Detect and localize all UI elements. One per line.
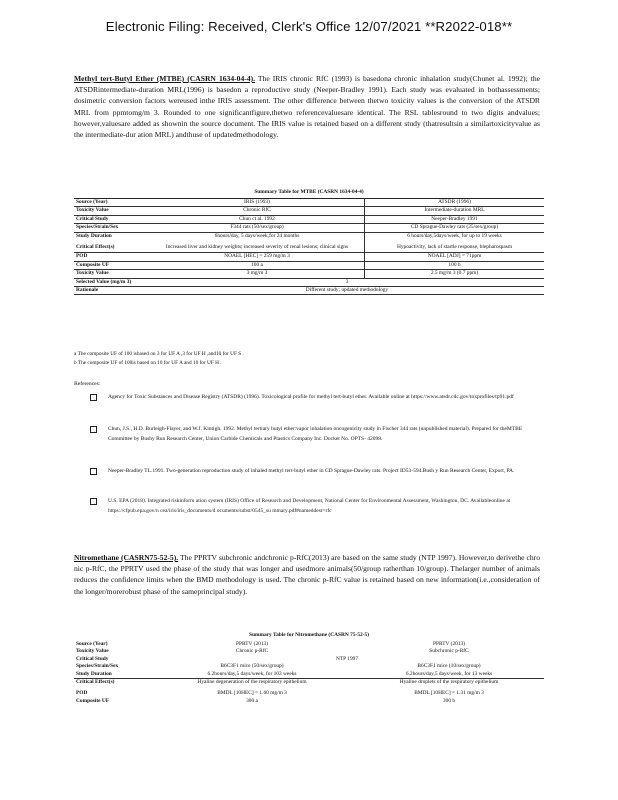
iris-source: IRIS (1993)	[150, 199, 365, 207]
reference-item	[90, 424, 526, 445]
nitromethane-heading: Nitromethane (CASRN75-52-5).	[74, 553, 179, 562]
subchronic-toxicity-value: Subchronic p-RfC	[429, 648, 469, 655]
reference-item	[90, 466, 526, 476]
critical-study: NTP 1997	[335, 655, 359, 662]
reference-item	[90, 392, 526, 402]
mtbe-paragraph	[74, 73, 540, 140]
chronic-composite-uf: 300 a	[246, 697, 258, 704]
label-toxicity-value-2: Toxicity Value	[74, 270, 150, 278]
chronic-source: PPRTV (2013)	[235, 641, 269, 647]
bullet-icon	[90, 426, 97, 433]
atsdr-toxicity-value-2: 2.5 mg/m 3 (0.7 ppm)	[365, 270, 545, 278]
subchronic-pod: BMDL [10HEC] = 1.31 mg/m 3	[414, 690, 484, 697]
nitromethane-summary-table	[74, 641, 544, 705]
iris-toxicity-value-2: 3 mg/m 3	[150, 270, 365, 278]
label-duration: Study Duration	[76, 232, 112, 239]
reference-item	[90, 496, 526, 517]
mtbe-table-title: Summary Table for MTBE (CASRN 1634-04-4)	[254, 189, 364, 195]
chronic-critical-effects: Hyaline degeneration of the respiratory epithelium	[197, 679, 307, 686]
atsdr-toxicity-value: Intermediate-duration MRL	[365, 207, 545, 215]
bullet-icon	[90, 394, 97, 401]
mtbe-heading: Methyl tert-Butyl Ether (MTBE) (CASRN 1634-04-4).	[74, 74, 256, 83]
mtbe-summary-table	[74, 198, 544, 295]
iris-composite-uf: 100 a	[150, 261, 365, 269]
chronic-species: B6C3F1 mice (50/sex/group)	[220, 663, 284, 670]
label-critical-study: Critical Study	[74, 215, 150, 223]
reference-text: Neeper-Bradley TL.1991. Two-generation reproduction study of inhaled methyl tert-butyl ether in CD Sprague-Dawley rats. Project ID53-594.Bush y Run Research Center, Export, PA.	[108, 468, 515, 474]
label-pod: POD	[74, 253, 150, 261]
label-toxicity-value: Toxicity Value	[76, 648, 109, 655]
iris-critical-effects: Increased liver and kidney weights; increased severity of renal lesions; clinical signs	[150, 240, 365, 253]
bullet-icon	[90, 468, 97, 475]
label-critical-study: Critical Study	[76, 655, 109, 662]
chronic-toxicity-value: Chronic p-RfC	[235, 648, 269, 655]
iris-toxicity-value: Chronic RfC	[150, 207, 365, 215]
nitromethane-text: The PPRTV subchronic andchronic p-RfC(2013) are based on the same study (NTP 1997). However,to derivethe chro nic p-RfC, the PPRTV used the phase of the study that was longer and usedmore animals(50/group ratherthan 10/group). Thelarger number of animals reduces the confidence limits when the BMD methodology is used. The chronic p-RfC value is retained based on new information(i.e.,consideration of the longer/morerobust phase of the sameprincipal study).	[74, 553, 540, 596]
atsdr-species: CD Sprague-Dawley rats (25/sex/group)	[365, 224, 545, 232]
iris-pod: NOAEL [HEC] = 259 mg/m 3	[150, 253, 365, 261]
bullet-icon	[90, 498, 97, 505]
label-composite-uf: Composite UF	[74, 261, 150, 269]
mtbe-footnote-a: a The composite UF of 100 isbased on 3 for UF A ,3 for UF H ,and10 for UF S .	[74, 351, 244, 357]
atsdr-pod: NOAEL [ADJ] = 71ppm	[365, 253, 545, 261]
nitromethane-table-title: Summary Table for Nitromethane (CASRN 75-52-5)	[248, 632, 370, 638]
reference-text: U.S. EPA (2018). Integrated riskinform ation system (IRIS) Office of Research and Development, National Center for Environmental Assessment, Washington, DC. Availableonline at https://cfpub.epa.gov/n cea/iris/iris_documents/d ocuments/subst/0545_su mmary.pdf#nameddest=rfc	[108, 498, 511, 515]
atsdr-critical-effects: Hypoactivity, lack of startle response, blepharospasm	[365, 240, 545, 253]
iris-duration: 6hours/day, 5 days/week,for 24 months	[150, 232, 365, 240]
label-source: Source (Year)	[74, 199, 150, 207]
rationale: Different study; updated methodology	[150, 287, 544, 295]
iris-species: F344 rats (50/sex/group)	[150, 224, 365, 232]
iris-critical-study: Chun ct al. 1992	[150, 215, 365, 223]
atsdr-duration: 6 hours/day,5days/week, for up to 19 weeks	[407, 232, 502, 239]
subchronic-critical-effects: Hyaline droplets of the respiratory epithelium	[399, 679, 499, 686]
label-species: Species/Strain/Sex	[76, 663, 119, 670]
label-rationale: Rationale	[74, 287, 150, 295]
reference-text: Agency for Toxic Substances and Disease Registry (ATSDR) (1996). Toxicological profile for methyl tert-butyl ether. Available online at https://www.atsdr.cdc.gov/toxprofiles/tp91.pdf	[108, 394, 514, 400]
atsdr-composite-uf: 100 b	[365, 261, 545, 269]
subchronic-source: PPRTV (2013)	[432, 641, 466, 647]
reference-text: Chun, J.S., H.D. Burleigh-Flayer, and W.J. Kintigh. 1992. Methyl tertiary butyl ether:vapor inhalation oncogenicity study in Fischer 344 rats (unpublished material). Prepared for theMTBE Committee by Bushy Run Research Center, Union Carbide Chemicals and Plastics Company Inc. Docket No. OPTS- 42098.	[108, 426, 523, 443]
label-selected-value: Selected Value (mg/m 3)	[74, 278, 150, 286]
atsdr-source: ATSDR (1996)	[365, 199, 545, 207]
label-critical-effects: Critical Effect(s)	[74, 240, 150, 253]
mtbe-footnote-b: b The composite UF of 100is based on 10 for UF A and 10 for UF H .	[74, 360, 222, 366]
subchronic-duration: 6.2hours/day,5 days/week, for 13 weeks	[354, 671, 544, 679]
label-toxicity-value: Toxicity Value	[74, 207, 150, 215]
label-pod: POD	[76, 690, 88, 697]
filing-header: Electronic Filing: Received, Clerk's Office 12/07/2021 **R2022-018**	[105, 19, 513, 34]
label-species: Species/Strain/Sex	[74, 224, 150, 232]
atsdr-critical-study: Neeper-Bradley 1991	[365, 215, 545, 223]
subchronic-composite-uf: 300 b	[442, 697, 456, 704]
chronic-pod: BMDL [10HEC] = 1.60 mg/m 3	[217, 690, 287, 697]
chronic-duration: 6.2hours/day,5 days/week, for 103 weeks	[150, 671, 354, 679]
mtbe-text: The IRIS chronic RfC (1993) is basedona chronic inhalation study(Chunet al. 1992); the ATSDRintermediate-duration MRL(1996) is basedon a reproductive study (Neeper-Bradley 1991). Each study was evaluated in bothassessments; dosimetric conversion factors wereused inthe IRIS assessment. The other difference between thetwo toxicity values is the conversion of the ATSDR MRL from ppmtomg/m 3. Rounded to one significantfigure,thetwo referencevaluesare identical. The RSL tablesround to two digits andvalues; however,valuesare added as shownin the source document. The IRIS value is retained based on a different study (thatresultsin a similartoxicityvalue as the intermediate-dur ation MRL) andthuse of updatedmethodology.	[74, 74, 541, 140]
label-duration: Study Duration	[74, 671, 150, 679]
nitromethane-paragraph	[74, 552, 540, 597]
selected-value: 3	[150, 278, 544, 286]
subchronic-species: B6C3F1 mice (10/sex/group)	[417, 663, 481, 670]
label-source: Source (Year)	[76, 641, 108, 647]
label-composite-uf: Composite UF	[76, 697, 110, 704]
references-title: References:	[74, 381, 101, 387]
label-critical-effects: Critical Effect(s)	[76, 679, 115, 686]
